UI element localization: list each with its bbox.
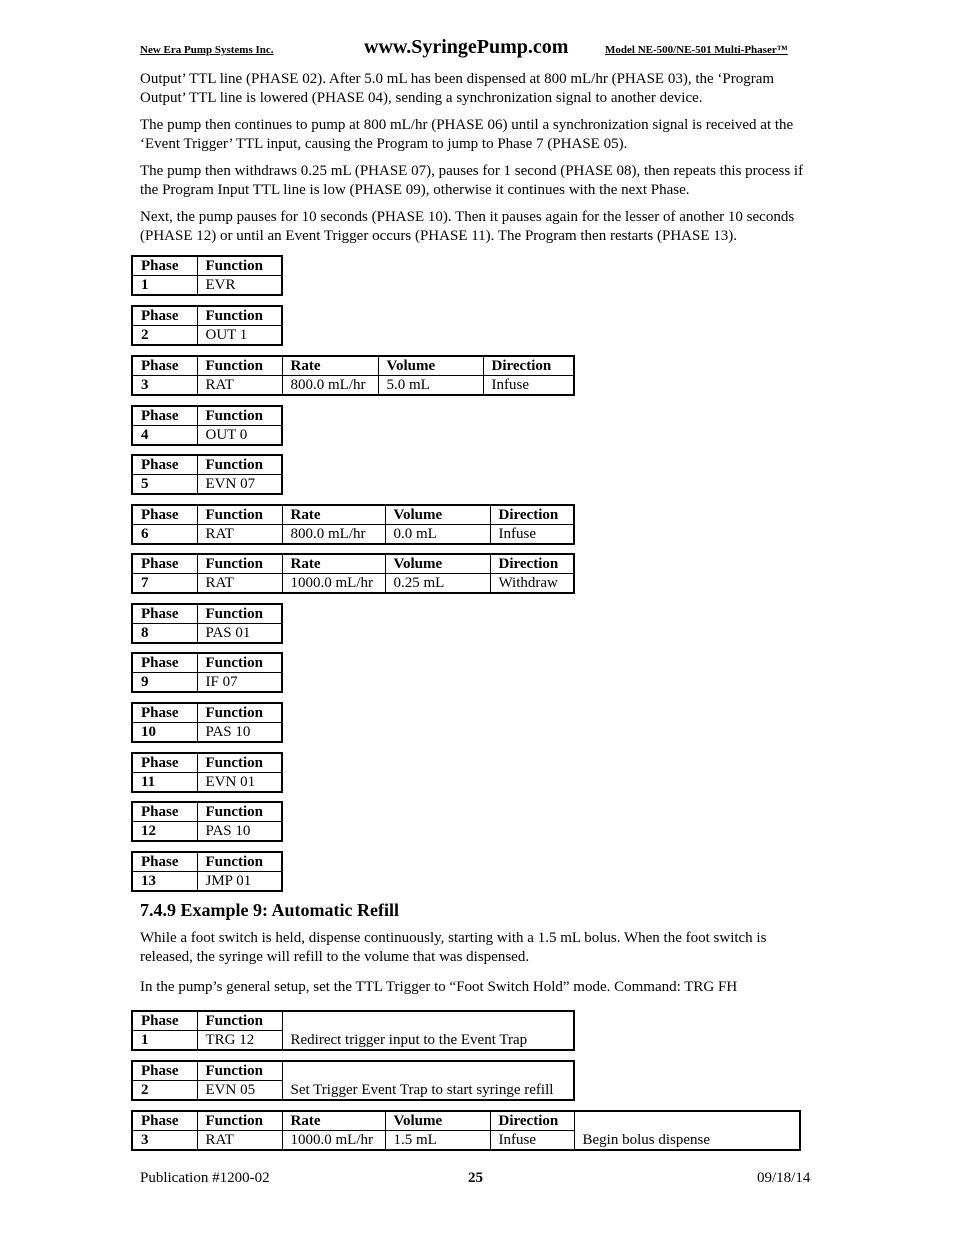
phase-number: 8 (132, 624, 197, 644)
function-header: Function (197, 852, 282, 872)
phase-table (131, 1110, 801, 1151)
paragraph-line: Output’ TTL line is lowered (PHASE 04), sending a synchronization signal to another device. (140, 90, 703, 106)
rate-header: Rate (282, 505, 385, 525)
phase-number: 4 (132, 426, 197, 446)
function-header: Function (197, 356, 282, 376)
footer-date: 09/18/14 (757, 1170, 811, 1186)
function-value: RAT (197, 525, 282, 545)
header-company: New Era Pump Systems Inc. (140, 44, 274, 56)
note-value: Set Trigger Event Trap to start syringe refill (282, 1061, 574, 1100)
paragraph (140, 978, 840, 997)
phase-header: Phase (132, 802, 197, 822)
function-header: Function (197, 1061, 282, 1081)
phase-header: Phase (132, 1011, 197, 1031)
rate-header: Rate (282, 356, 378, 376)
phase-header: Phase (132, 455, 197, 475)
phase-number: 13 (132, 872, 197, 892)
phase-number: 7 (132, 574, 197, 594)
paragraph-line: The pump then withdraws 0.25 mL (PHASE 07), pauses for 1 second (PHASE 08), then repeats this process if (140, 163, 804, 179)
volume-header: Volume (385, 505, 490, 525)
phase-header: Phase (132, 1061, 197, 1081)
direction-header: Direction (490, 554, 574, 574)
function-value: EVN 01 (197, 773, 282, 793)
paragraph-line: released, the syringe will refill to the volume that was dispensed. (140, 949, 530, 965)
paragraph (140, 70, 840, 108)
phase-table (131, 355, 575, 396)
phase-header: Phase (132, 256, 197, 276)
direction-value: Withdraw (490, 574, 574, 594)
paragraph-line: ‘Event Trigger’ TTL input, causing the Program to jump to Phase 7 (PHASE 05). (140, 136, 628, 152)
phase-table (131, 1060, 575, 1101)
rate-value: 800.0 mL/hr (282, 525, 385, 545)
rate-value: 1000.0 mL/hr (282, 574, 385, 594)
volume-value: 0.0 mL (385, 525, 490, 545)
function-header: Function (197, 1011, 282, 1031)
phase-header: Phase (132, 604, 197, 624)
paragraph-line: Next, the pump pauses for 10 seconds (PHASE 10). Then it pauses again for the lesser of another 10 seconds (140, 209, 795, 225)
function-value: PAS 10 (197, 723, 282, 743)
phase-number: 1 (132, 276, 197, 296)
function-header: Function (197, 802, 282, 822)
paragraph-line: Output’ TTL line (PHASE 02). After 5.0 mL has been dispensed at 800 mL/hr (PHASE 03), the ‘Program (140, 71, 775, 87)
function-header: Function (197, 753, 282, 773)
volume-header: Volume (378, 356, 483, 376)
function-value: PAS 01 (197, 624, 282, 644)
function-header: Function (197, 604, 282, 624)
function-header: Function (197, 505, 282, 525)
phase-number: 6 (132, 525, 197, 545)
footer-publication: Publication #1200-02 (140, 1170, 270, 1186)
function-value: OUT 0 (197, 426, 282, 446)
phase-table (131, 801, 283, 842)
volume-value: 5.0 mL (378, 376, 483, 396)
function-value: EVN 05 (197, 1081, 282, 1101)
phase-table (131, 553, 575, 594)
paragraph (140, 929, 840, 967)
phase-header: Phase (132, 703, 197, 723)
rate-value: 800.0 mL/hr (282, 376, 378, 396)
phase-table (131, 504, 575, 545)
paragraph-line: the Program Input TTL line is low (PHASE 09), otherwise it continues with the next Phase. (140, 182, 690, 198)
function-header: Function (197, 455, 282, 475)
function-header: Function (197, 256, 282, 276)
paragraph-line: While a foot switch is held, dispense continuously, starting with a 1.5 mL bolus. When the foot switch is (140, 930, 767, 946)
note-value: Begin bolus dispense (574, 1111, 800, 1150)
rate-header: Rate (282, 1111, 385, 1131)
phase-number: 11 (132, 773, 197, 793)
phase-table (131, 305, 283, 346)
phase-number: 5 (132, 475, 197, 495)
phase-table (131, 752, 283, 793)
paragraph (140, 208, 840, 246)
footer-page-number: 25 (468, 1170, 483, 1186)
phase-number: 12 (132, 822, 197, 842)
function-value: EVR (197, 276, 282, 296)
paragraph-line: (PHASE 12) or until an Event Trigger occurs (PHASE 11). The Program then restarts (PHASE 13). (140, 228, 738, 244)
phase-header: Phase (132, 653, 197, 673)
function-header: Function (197, 554, 282, 574)
phase-header: Phase (132, 1111, 197, 1131)
paragraph-line: The pump then continues to pump at 800 mL/hr (PHASE 06) until a synchronization signal is received at the (140, 117, 794, 133)
phase-number: 2 (132, 1081, 197, 1101)
section-heading: 7.4.9 Example 9: Automatic Refill (140, 900, 399, 920)
function-value: JMP 01 (197, 872, 282, 892)
phase-header: Phase (132, 852, 197, 872)
phase-number: 3 (132, 1131, 197, 1151)
phase-table (131, 652, 283, 693)
function-header: Function (197, 306, 282, 326)
paragraph-line: In the pump’s general setup, set the TTL Trigger to “Foot Switch Hold” mode. Command: TRG FH (140, 979, 738, 995)
phase-header: Phase (132, 406, 197, 426)
function-value: IF 07 (197, 673, 282, 693)
volume-header: Volume (385, 1111, 490, 1131)
header-model: Model NE-500/NE-501 Multi-Phaser™ (605, 44, 788, 56)
direction-header: Direction (483, 356, 574, 376)
paragraph (140, 116, 840, 154)
function-value: OUT 1 (197, 326, 282, 346)
direction-value: Infuse (483, 376, 574, 396)
phase-number: 2 (132, 326, 197, 346)
function-header: Function (197, 703, 282, 723)
phase-table (131, 702, 283, 743)
phase-header: Phase (132, 505, 197, 525)
note-value: Redirect trigger input to the Event Trap (282, 1011, 574, 1050)
direction-header: Direction (490, 505, 574, 525)
function-value: PAS 10 (197, 822, 282, 842)
volume-value: 1.5 mL (385, 1131, 490, 1151)
function-value: RAT (197, 574, 282, 594)
function-value: TRG 12 (197, 1031, 282, 1051)
function-header: Function (197, 1111, 282, 1131)
phase-table (131, 405, 283, 446)
direction-value: Infuse (490, 1131, 574, 1151)
rate-header: Rate (282, 554, 385, 574)
phase-header: Phase (132, 356, 197, 376)
function-value: RAT (197, 1131, 282, 1151)
phase-table (131, 454, 283, 495)
phase-table (131, 851, 283, 892)
phase-number: 3 (132, 376, 197, 396)
phase-table (131, 603, 283, 644)
function-header: Function (197, 653, 282, 673)
phase-number: 9 (132, 673, 197, 693)
volume-header: Volume (385, 554, 490, 574)
header-website: www.SyringePump.com (364, 36, 569, 58)
phase-table (131, 255, 283, 296)
function-value: RAT (197, 376, 282, 396)
phase-header: Phase (132, 753, 197, 773)
rate-value: 1000.0 mL/hr (282, 1131, 385, 1151)
phase-number: 1 (132, 1031, 197, 1051)
phase-number: 10 (132, 723, 197, 743)
direction-value: Infuse (490, 525, 574, 545)
function-header: Function (197, 406, 282, 426)
phase-table (131, 1010, 575, 1051)
volume-value: 0.25 mL (385, 574, 490, 594)
direction-header: Direction (490, 1111, 574, 1131)
function-value: EVN 07 (197, 475, 282, 495)
phase-header: Phase (132, 306, 197, 326)
phase-header: Phase (132, 554, 197, 574)
paragraph (140, 162, 840, 200)
